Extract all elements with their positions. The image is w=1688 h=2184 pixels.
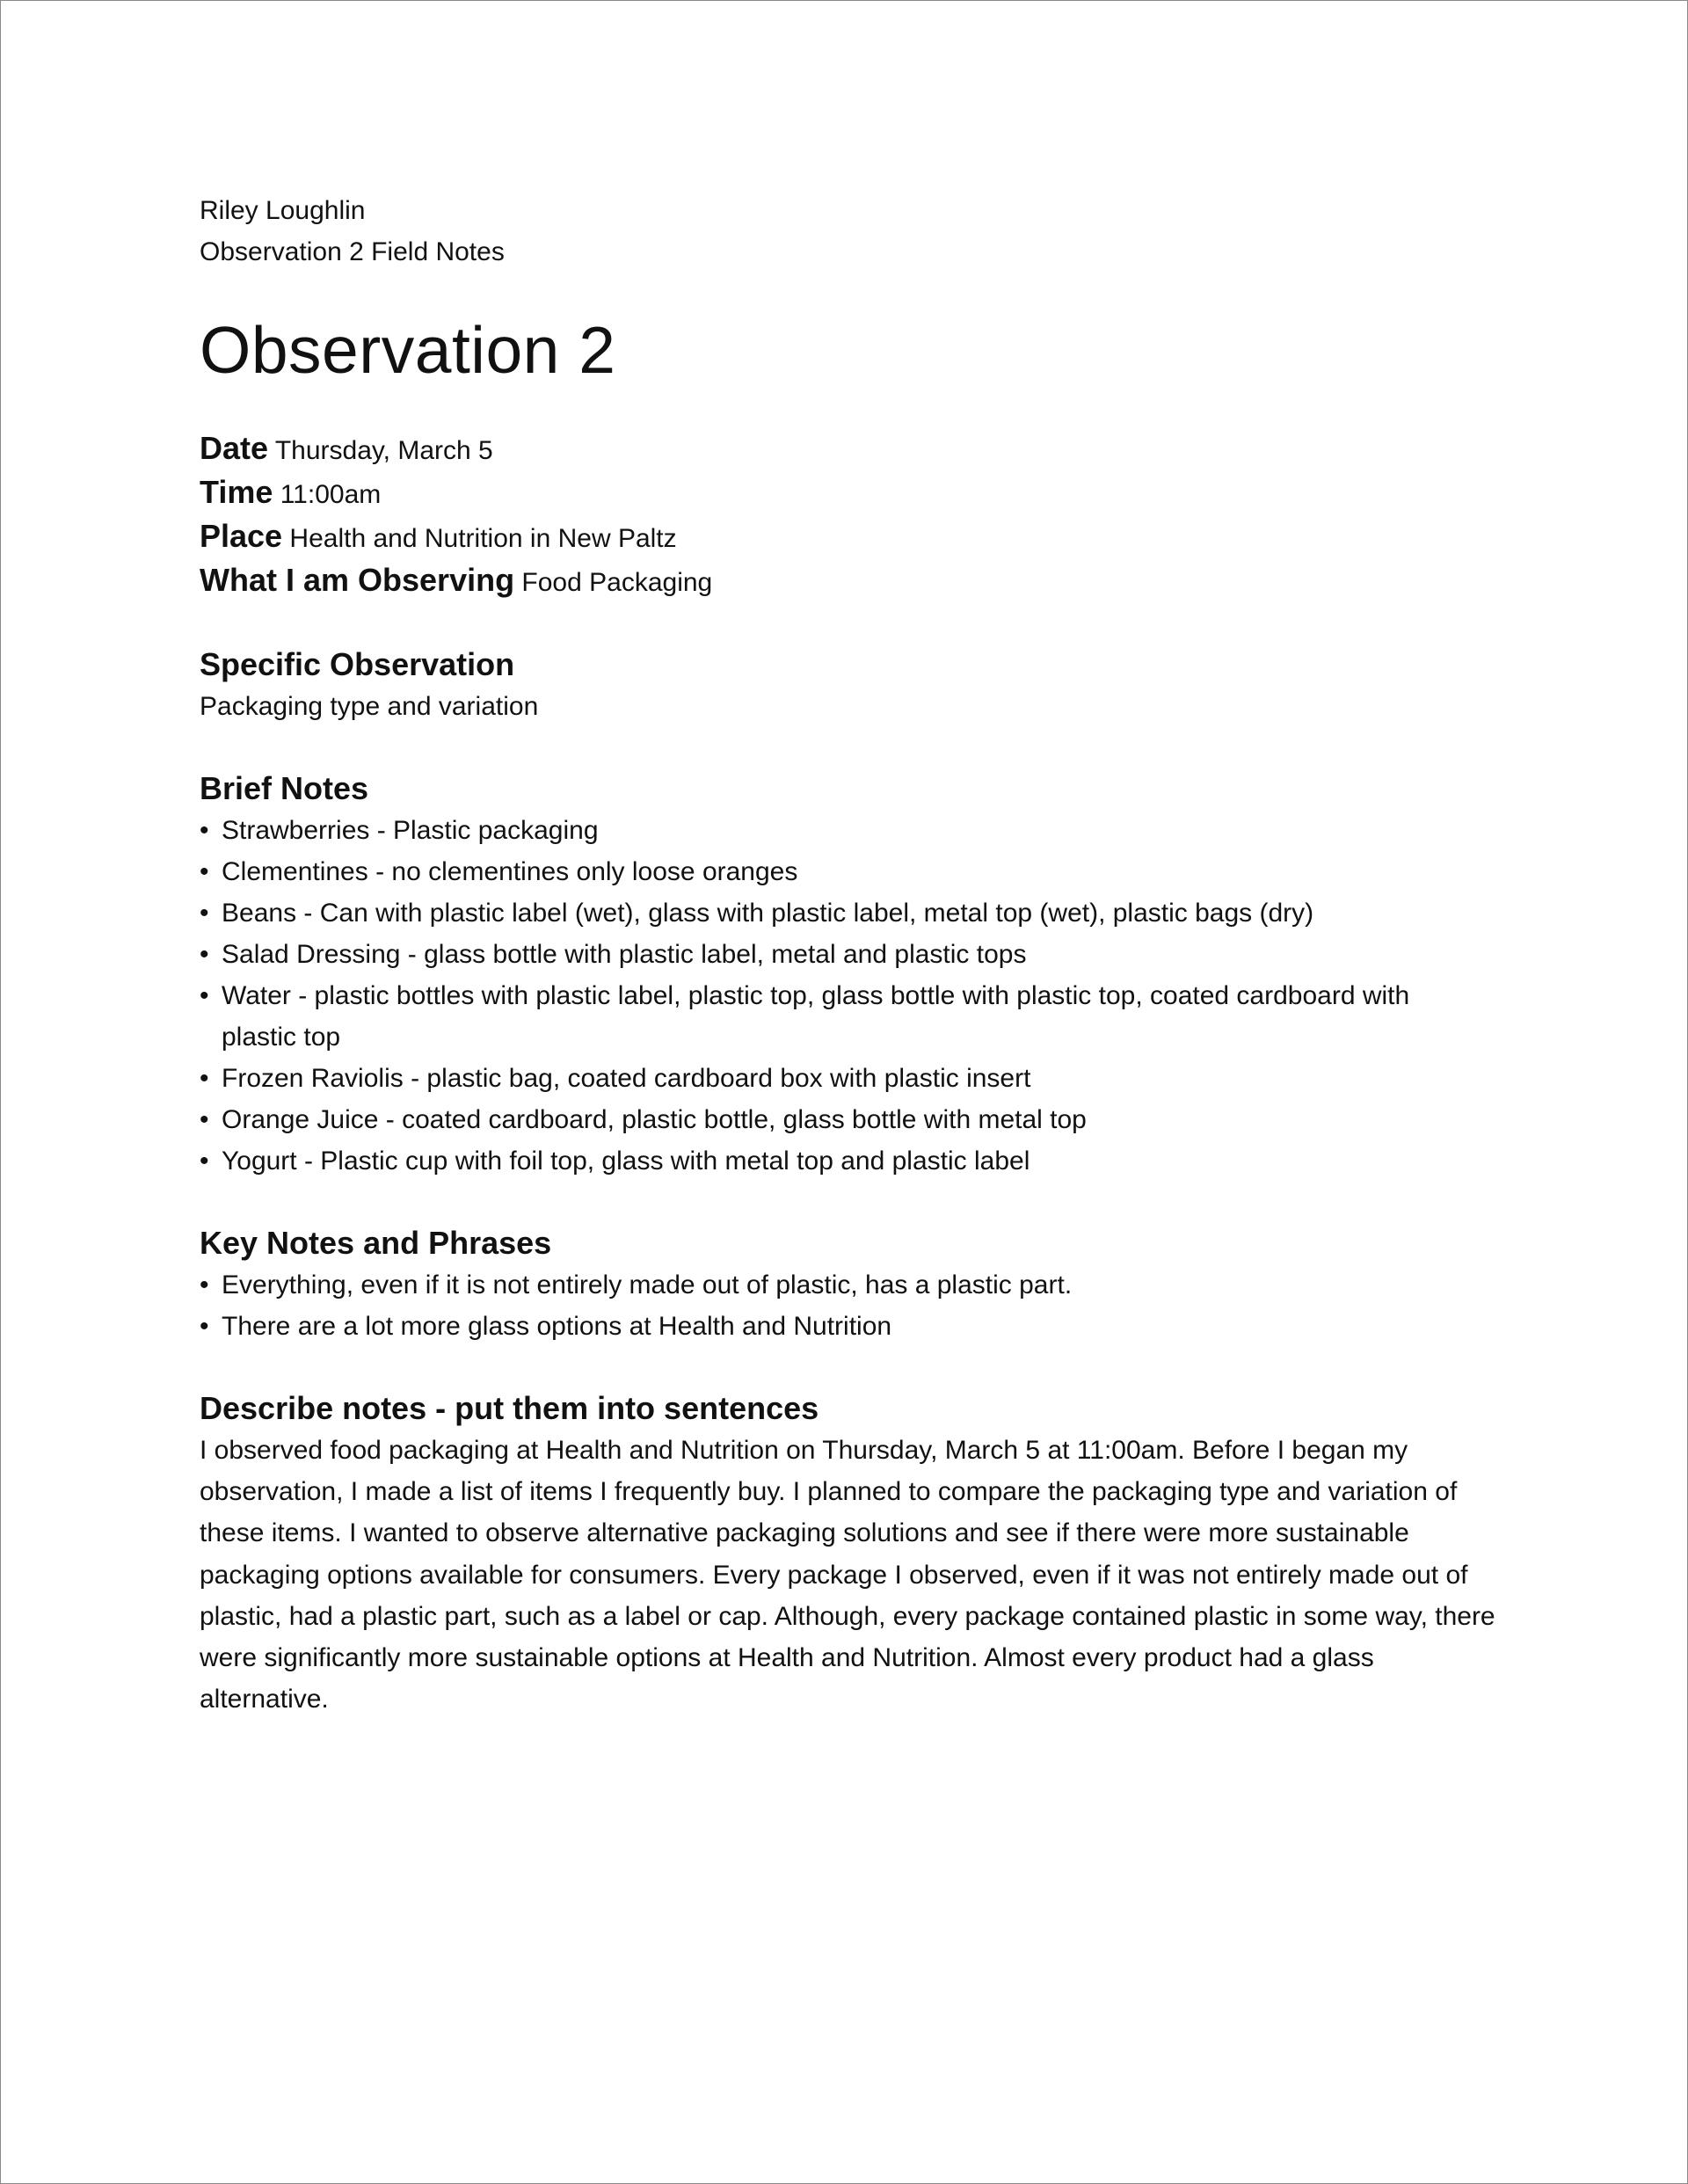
list-item (200, 1140, 1501, 1182)
key-notes-list (200, 1264, 1501, 1347)
document-content (200, 190, 1501, 1720)
list-item (200, 1264, 1501, 1306)
bullet-icon: • (200, 981, 209, 1010)
list-item-text: Strawberries - Plastic packaging (222, 816, 599, 845)
list-item-text: Yogurt - Plastic cup with foil top, glass with metal top and plastic label (222, 1147, 1030, 1176)
place-label: Place (200, 518, 283, 554)
specific-observation-heading: Specific Observation (200, 646, 515, 682)
author-name: Riley Loughlin (200, 196, 366, 225)
bullet-icon: • (200, 1147, 209, 1176)
time-label: Time (200, 474, 273, 510)
list-item-text: Frozen Raviolis - plastic bag, coated cardboard box with plastic insert (222, 1064, 1031, 1093)
describe-notes-paragraph: I observed food packaging at Health and Nutrition on Thursday, March 5 at 11:00am. Before I began my observation, I made a list of items I frequently buy. I planned to compare the packaging type and variation of these items. I wanted to observe alternative packaging solutions and see if there were more sustainable packaging options available for consumers. Every package I observed, even if it was not entirely made out of plastic, had a plastic part, such as a label or cap. Although, every package contained plastic in some way, there were significantly more sustainable options at Health and Nutrition. Almost every product had a glass alternative. (200, 1436, 1495, 1714)
observation-details (200, 427, 1501, 603)
observing-label: What I am Observing (200, 562, 515, 598)
place-value: Health and Nutrition in New Paltz (289, 524, 677, 553)
list-item-text: Orange Juice - coated cardboard, plastic bottle, glass bottle with metal top (222, 1105, 1087, 1134)
bullet-icon: • (200, 1064, 209, 1093)
list-item (200, 810, 1501, 851)
bullet-icon: • (200, 1270, 209, 1299)
bullet-icon: • (200, 899, 209, 928)
list-item-text: Everything, even if it is not entirely made out of plastic, has a plastic part. (222, 1270, 1073, 1299)
time-value: 11:00am (280, 480, 382, 509)
list-item (200, 975, 1479, 1058)
place-row (200, 515, 1501, 559)
date-value: Thursday, March 5 (274, 436, 493, 465)
list-item-text: Water - plastic bottles with plastic label, plastic top, glass bottle with plastic top, coated cardboard with plastic top (222, 981, 1410, 1052)
list-item-text: Clementines - no clementines only loose oranges (222, 857, 798, 886)
list-item (200, 1306, 1501, 1347)
describe-notes-heading: Describe notes - put them into sentences (200, 1390, 819, 1426)
bullet-icon: • (200, 1312, 209, 1341)
list-item (200, 851, 1501, 892)
bullet-icon: • (200, 940, 209, 969)
bullet-icon: • (200, 1105, 209, 1134)
list-item-text: Salad Dressing - glass bottle with plastic label, metal and plastic tops (222, 940, 1027, 969)
observing-value: Food Packaging (521, 568, 713, 597)
bullet-icon: • (200, 816, 209, 845)
list-item (200, 1058, 1501, 1099)
document-subtitle: Observation 2 Field Notes (200, 237, 505, 266)
list-item (200, 892, 1501, 934)
key-notes-heading: Key Notes and Phrases (200, 1225, 552, 1261)
time-row (200, 471, 1501, 515)
brief-notes-list (200, 810, 1501, 1182)
observing-row (200, 559, 1501, 603)
date-label: Date (200, 430, 269, 466)
bullet-icon: • (200, 857, 209, 886)
list-item (200, 1099, 1501, 1140)
page-title: Observation 2 (200, 313, 616, 387)
brief-notes-heading: Brief Notes (200, 770, 369, 806)
list-item-text: There are a lot more glass options at Health and Nutrition (222, 1312, 892, 1341)
date-row (200, 427, 1501, 471)
list-item-text: Beans - Can with plastic label (wet), glass with plastic label, metal top (wet), plastic bags (dry) (222, 899, 1314, 928)
specific-observation-text: Packaging type and variation (200, 692, 539, 721)
list-item (200, 934, 1501, 975)
